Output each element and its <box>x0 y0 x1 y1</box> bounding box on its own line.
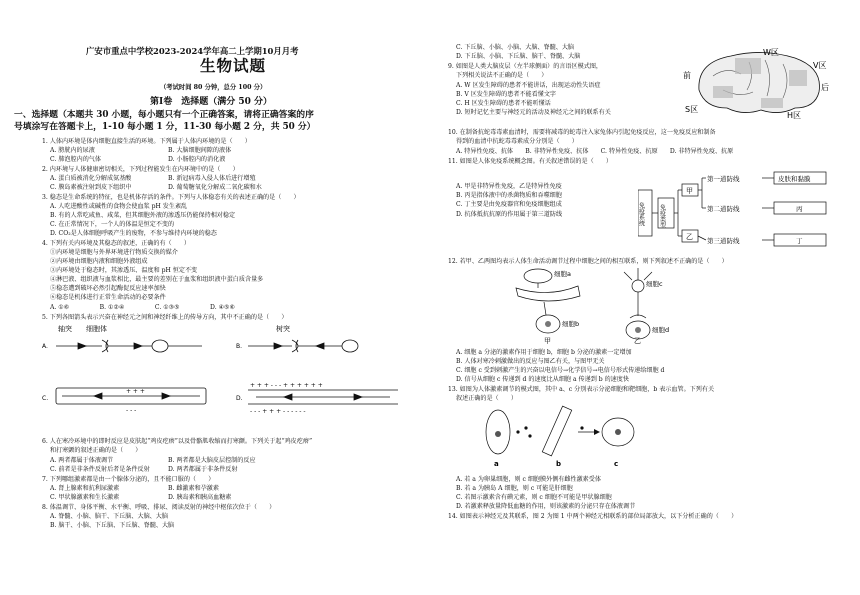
q9-option-a: A. W 区发生障碍的患者不能讲话，出现运动性失语症 <box>456 82 601 89</box>
q12-label-cell-c: 细胞c <box>646 280 663 288</box>
q13-label-c: c <box>614 460 619 468</box>
q3-option-d: D. CO₂是人体细胞呼吸产生的废物，不参与维持内环境的稳态 <box>50 230 217 237</box>
q1-option-cd: C. 肺泡腔内的气体 D. 小肠腔内的消化液 <box>50 156 226 163</box>
q12-option-c: C. 细胞 c 受到刺激产生的兴奋以电信号→化学信号→电信号形式传递给细胞 d <box>456 367 665 374</box>
q5-option-a-diagram <box>56 340 202 352</box>
q13-figure <box>478 402 648 470</box>
q11-label-immune-type: 免疫类型 <box>658 204 666 228</box>
q11-label-jia: 甲 <box>686 187 693 195</box>
question-3: 3. 稳态是生命系统的特征，也是机体存活的条件。下列与人体稳态有关的表述正确的是（ ） <box>42 194 300 201</box>
q11-label-ding: 丁 <box>796 237 803 245</box>
q11-label-second-line: 第二道防线 <box>707 205 740 213</box>
q4-statement-4: ④淋巴液、组织液与血浆相比，最主要的差别在于血浆和组织液中蛋白质含量多 <box>50 276 264 283</box>
q13-option-a: A. 若 a 为卵巢细胞，则 c 细胞膜外侧有雌性激素受体 <box>456 476 601 483</box>
exam-title: 广安市重点中学校2023-2024学年高二上学期10月月考 <box>86 46 299 56</box>
q5-label-dendrite: 树突 <box>276 325 290 333</box>
q3-option-a: A. 人吃进酸性或碱性的食物会使血浆 pH 发生紊乱 <box>50 203 188 210</box>
q5-option-d-diagram <box>248 382 398 415</box>
part-heading: 第Ⅰ卷 选择题（满分 50 分） <box>150 97 273 107</box>
q12-label-cell-a: 细胞a <box>554 270 571 278</box>
q11-concept-map <box>638 168 838 250</box>
q7-option-ab: A. 肾上腺素和抗利尿激素 B. 雌激素和孕激素 <box>50 485 219 492</box>
q9-option-d: D. 短时记忆主要与神经元的活动及神经元之间的联系有关 <box>456 109 611 116</box>
q4-statement-1: ①内环境是细胞与外界环境进行物质交换的媒介 <box>50 249 178 256</box>
q9-brain-figure <box>683 46 835 122</box>
exam-meta: （考试时间 80 分钟，总分 100 分） <box>160 84 267 91</box>
q13-option-c: C. 若图示激素含有碘元素，则 c 细胞不可能是甲状腺细胞 <box>456 494 612 501</box>
svg-text:- - - + + + - - - - - -: - - - + + + - - - - - - <box>250 408 306 415</box>
q9-label-front: 前 <box>683 71 691 80</box>
q9-w-area <box>735 58 761 74</box>
q4-options: A. ①⑥ B. ①②④ C. ①③⑤ D. ④⑤⑥ <box>50 304 235 311</box>
q11-option-a: A. 甲是非特异性免疫，乙是特异性免疫 <box>456 183 562 190</box>
q5-option-c-diagram <box>56 388 206 414</box>
q9-label-v: V区 <box>813 61 827 70</box>
q8-option-a: A. 脊髓、小脑、脑干、下丘脑、大脑、大脑 <box>50 513 168 520</box>
section-heading-line1: 一、选择题（本题共 30 小题，每小题只有一个正确答案，请将正确答案的序 <box>14 110 314 120</box>
q8-option-d: D. 下丘脑、小脑、下丘脑、脑干、脊髓、大脑 <box>456 53 581 60</box>
q4-statement-5: ⑤稳态遭到破坏必然引起酶促反应速率加快 <box>50 285 166 292</box>
q11-label-bing: 丙 <box>796 205 803 213</box>
q8-option-c: C. 下丘脑、小脑、小脑、大脑、脊髓、大脑 <box>456 44 575 51</box>
q13-option-d: D. 若激素释放量降低血糖的作用，则该激素的分泌只存在体液调节 <box>456 503 636 510</box>
q9-option-c: C. H 区发生障碍的患者不能听懂话 <box>456 100 551 107</box>
subject-title: 生物试题 <box>200 56 267 75</box>
q11-label-third-line: 第三道防线 <box>707 237 740 245</box>
q11-label-skin: 皮肤和黏膜 <box>778 175 811 183</box>
q13-label-a: a <box>494 460 499 468</box>
svg-text:- - -: - - - <box>126 407 137 414</box>
q9-label-h: H区 <box>787 111 802 120</box>
q12-label-cell-b: 细胞b <box>562 320 580 328</box>
question-13-line1: 13. 如图为人体激素调节的模式图，其中 a、c 分别表示分泌细胞和靶细胞，b 表示血管。下列有关 <box>448 386 715 393</box>
q12-option-a: A. 细胞 a 分泌的激素作用于细胞 b，细胞 b 分泌的激素一定增加 <box>456 349 632 356</box>
question-10-line2: 得到的血清中抗蛇毒毒素成分分别是（ ） <box>456 138 578 145</box>
question-8: 8. 体温调节、身体平衡、水平衡、呼吸、排尿、阅读反射的神经中枢依次位于（ ） <box>42 504 276 511</box>
question-2: 2. 内环境与人体健康密切相关，下列过程能发生在内环境中的是（ ） <box>42 166 239 173</box>
q5-label-cell-body: 细胞体 <box>86 325 107 333</box>
q9-s-area <box>713 86 733 98</box>
q13-label-b: b <box>556 460 562 468</box>
q9-v-area <box>789 70 807 86</box>
svg-text:+ + +: + + + <box>126 388 145 395</box>
q12-label-yi: 乙 <box>634 337 641 344</box>
q5-option-c-label: C. <box>42 395 49 402</box>
q11-option-b: B. 丙是指体液中的杀菌物质和吞噬细胞 <box>456 192 562 199</box>
q9-label-s: S区 <box>685 105 699 114</box>
question-12: 12. 若甲、乙两图均表示人体生命活动调节过程中细胞之间的相互联系，则下列叙述不正确的是（ ） <box>448 258 728 265</box>
q5-figure <box>42 322 430 430</box>
question-6-line1: 6. 人在寒冷环境中的即时反应是皮肤起“鸡皮疙瘩”以及骨骼肌收缩而打寒颤。下列关于起“鸡皮疙瘩” <box>42 438 313 445</box>
q5-option-b-diagram <box>248 340 358 352</box>
question-4: 4. 下列有关内环境及其稳态的叙述，正确的有（ ） <box>42 240 190 247</box>
q4-statement-2: ②内环境由细胞内液和细胞外液组成 <box>50 258 148 265</box>
q12-cell-a <box>524 269 552 283</box>
q9-h-area <box>761 98 783 108</box>
q13-option-b: B. 若 a 为胰岛 A 细胞，则 c 可能是肝细胞 <box>456 485 573 492</box>
q9-option-b: B. V 区发生障碍的患者不能看懂文字 <box>456 91 557 98</box>
question-10-line1: 10. 在制备抗蛇毒毒素血清时，需要将减毒的蛇毒注入家兔体内引起免疫反应，这一免疫反应和制备 <box>448 129 716 136</box>
q5-option-b-label: B. <box>236 343 243 350</box>
q11-label-yi: 乙 <box>686 233 693 241</box>
question-6-line2: 和打寒颤的叙述正确的是（ ） <box>50 447 142 454</box>
q9-label-back: 后 <box>821 83 829 92</box>
q5-option-d-label: D. <box>236 395 243 402</box>
q11-label-first-line: 第一道防线 <box>707 175 740 183</box>
q12-figure <box>508 266 708 344</box>
question-1: 1. 人体内环境是体内细胞直接生活的环境。下列属于人体内环境的是（ ） <box>42 138 251 145</box>
q11-label-immune-system: 免疫系统 <box>638 202 645 226</box>
q2-option-cd: C. 膜岛素被注射到皮下组织中 D. 葡萄糖氧化分解成二氧化碳和水 <box>50 184 262 191</box>
q10-options: A. 特异性免疫、抗体 B. 非特异性免疫、抗体 C. 特异性免疫、抗原 D. 非特异性免疫、抗原 <box>456 148 734 155</box>
q12-cell-c-body <box>632 280 644 292</box>
q13-vessel-b <box>542 406 571 456</box>
q2-option-ab: A. 蛋白质被消化分解成氨基酸 B. 新冠病毒入侵人体后进行增殖 <box>50 175 256 182</box>
question-11: 11. 如图是人体免疫系统概念图。有关叙述错误的是（ ） <box>448 158 612 165</box>
q3-option-b: B. 有的人常吃咸鱼、咸菜，但其细胞外液的渗透压仍能保持相对稳定 <box>50 212 236 219</box>
q12-label-cell-d: 细胞d <box>652 326 670 334</box>
q12-label-jia: 甲 <box>544 337 551 344</box>
question-7: 7. 下列哪组激素都是由一个腺体分泌的，且不能口服的（ ） <box>42 476 215 483</box>
q8-option-b: B. 脑干、小脑、下丘脑、下丘脑、脊髓、大脑 <box>50 522 175 529</box>
question-5: 5. 下列各图箭头表示兴奋在神经元之间和神经纤维上的传导方向，其中不正确的是（ ） <box>42 314 288 321</box>
q11-option-c: C. 丁主要是由免疫器官和免疫细胞组成 <box>456 201 562 208</box>
question-9-line1: 9. 如图是人类大脑皮层（左半球侧面）的言语区模式图， <box>448 63 603 70</box>
q6-option-ab: A. 两者都属于体液调节 B. 两者都是大脑皮层控制的反应 <box>50 457 256 464</box>
q7-option-cd: C. 甲状腺激素和生长激素 D. 胰岛素和胰高血糖素 <box>50 494 232 501</box>
q11-option-d: D. 抗体抵抗抗原的作用属于第三道防线 <box>456 211 563 218</box>
q4-statement-6: ⑥稳态是机体进行正常生命活动的必要条件 <box>50 294 166 301</box>
q12-option-b: B. 人体对寒冷刺激做出的反应与图乙有关，与图甲无关 <box>456 358 605 365</box>
q6-option-cd: C. 前者是非条件反射后者是条件反射 D. 两者都属于非条件反射 <box>50 466 238 473</box>
question-9-line2: 下列相关说法不正确的是（ ） <box>456 72 548 79</box>
svg-text:+ + + - - - + + + + + +: + + + - - - + + + + + + <box>250 382 323 389</box>
section-heading-line2: 号填涂写在答题卡上，1-10 每小题 1 分，11-30 每小题 2 分，共 50 分） <box>14 122 316 132</box>
q9-label-w: W区 <box>763 48 779 57</box>
question-14: 14. 如图表示神经元及其联系，图 2 为图 1 中两个神经元相联系的部位局部放大，以下分析正确的（ ） <box>448 513 738 520</box>
q12-option-d: D. 信号从细胞 c 传递到 d 的速度比从细胞 a 传递到 b 的速度快 <box>456 376 629 383</box>
q1-option-ab: A. 膀胱内的尿液 B. 大脑细胞间隙的液体 <box>50 147 232 154</box>
q4-statement-3: ③内环境处于稳态时，其渗透压、温度和 pH 恒定不变 <box>50 267 198 274</box>
q5-label-axon: 轴突 <box>58 325 72 333</box>
question-13-line2: 叙述正确的是（ ） <box>456 395 517 402</box>
q12-blood-vessel <box>516 286 580 301</box>
q5-option-a-label: A. <box>42 343 48 350</box>
q3-option-c: C. 在正常情况下，一个人的体温是恒定不变的 <box>50 221 175 228</box>
